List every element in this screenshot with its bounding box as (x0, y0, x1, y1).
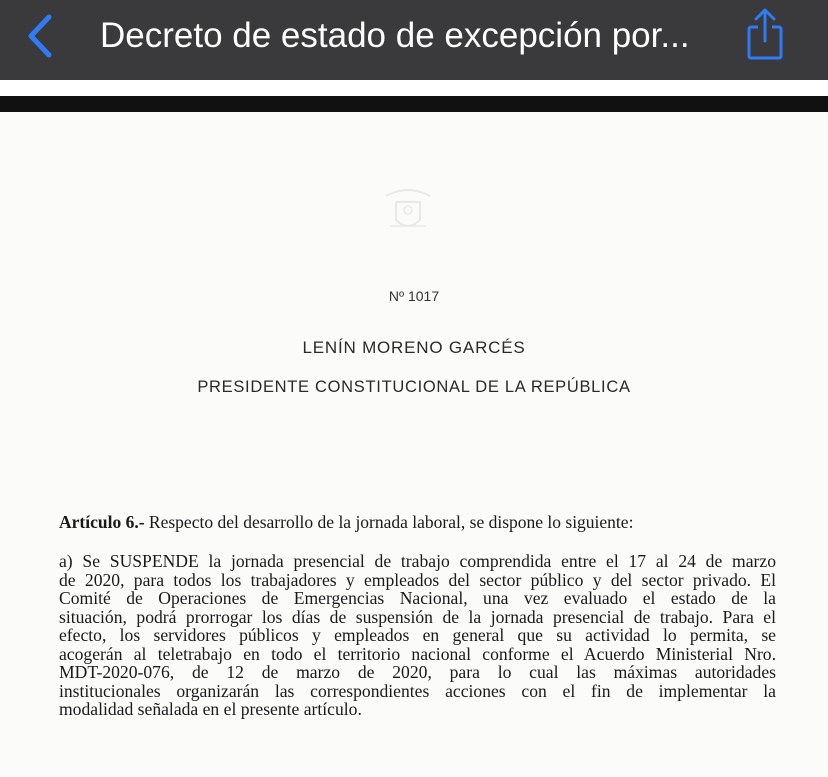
paragraph-line: a) Se SUSPENDE la jornada presencial de trabajo comprendida entre el 17 al 24 de marzo (59, 551, 776, 571)
paragraph-line: de 2020, para todos los trabajadores y empleados del sector público y del sector privado. El (59, 569, 776, 590)
paragraph-line: efecto, los servidores públicos y empleados en general que su actividad lo permita, se (59, 625, 776, 645)
paragraph-line: modalidad señalada en el presente artículo. (59, 699, 362, 719)
share-icon (744, 7, 786, 61)
article-intro: Respecto del desarrollo de la jornada laboral, se dispone lo siguiente: (144, 512, 634, 532)
back-button[interactable] (18, 10, 62, 62)
paragraph-line: MDT-2020-076, de 12 de marzo de 2020, para lo cual las máximas autoridades (59, 662, 776, 682)
chevron-left-icon (27, 14, 53, 58)
navigation-bar (0, 0, 828, 80)
article-paragraph (59, 552, 776, 719)
paragraph-line: situación, podrá prorrogar los días de suspensión de la jornada presencial de trabajo. Para el (59, 606, 776, 627)
president-title: PRESIDENTE CONSTITUCIONAL DE LA REPÚBLICA (197, 378, 631, 396)
page-top-band (0, 96, 828, 112)
paragraph-line: acogerán al teletrabajo en todo el territorio nacional conforme el Acuerdo Ministerial Nro. (59, 643, 776, 664)
document-title: Decreto de estado de excepción por... (100, 16, 690, 55)
share-button[interactable] (740, 4, 790, 64)
president-name: LENÍN MORENO GARCÉS (302, 338, 526, 357)
paragraph-line: institucionales organizarán las correspondientes acciones con el fin de implementar la (59, 680, 776, 701)
coat-of-arms-icon (378, 182, 438, 242)
paragraph-line: Comité de Operaciones de Emergencias Nacional, una vez evaluado el estado de la (59, 588, 776, 608)
decree-number: Nº 1017 (388, 288, 440, 304)
article-heading (59, 512, 779, 533)
document-page[interactable] (0, 112, 828, 777)
toolbar-separator (0, 80, 828, 96)
article-label: Artículo 6.- (59, 512, 145, 532)
